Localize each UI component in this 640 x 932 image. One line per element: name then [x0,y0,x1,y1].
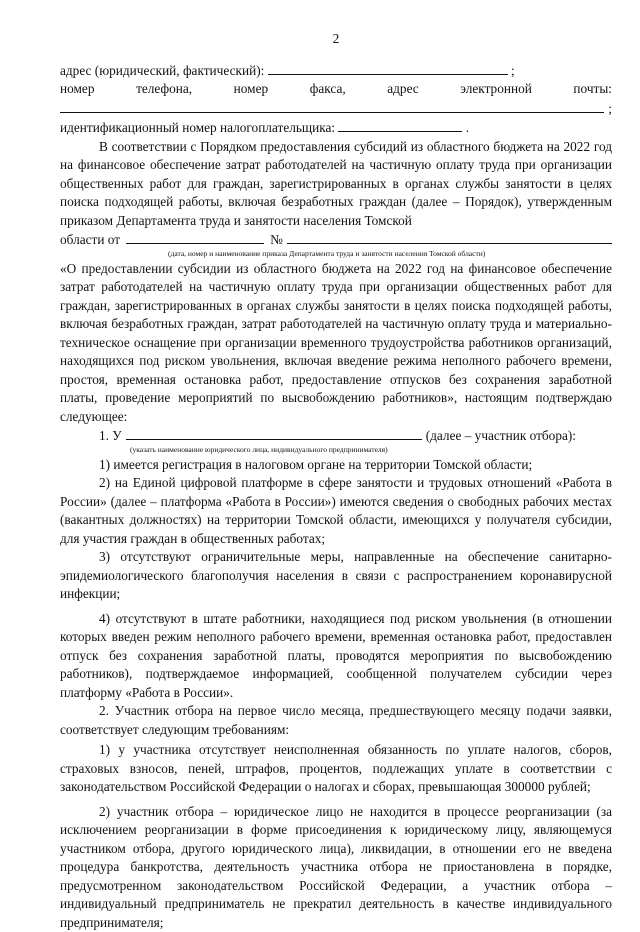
page-number: 2 [60,30,612,49]
inn-label: идентификационный номер налогоплательщика: [60,120,335,135]
section2-paragraph: 2. Участник отбора на первое число месяца, предшествующего месяцу подачи заявки, соответствует следующим требованиям: [60,702,612,739]
address-field[interactable] [268,61,508,75]
order-number-field[interactable] [287,230,612,244]
section1-caption: (указать наименование юридического лица, индивидуального предпринимателя) [60,445,612,454]
order-line: области от № [60,230,612,250]
section1-line: 1. У (далее – участник отбора): [60,426,612,446]
intro-paragraph: В соответствии с Порядком предоставления субсидий из областного бюджета на 2022 год на финансовое обеспечение затрат работодателей на частичную оплату труда при организации общественных работ для граждан, зарегистрированных в органах службы занятости в целях поиска подходящей работы, включая безработных граждан (далее – Порядок), утвержденным приказом Департамента труда и занятости населения Томской [60,138,612,231]
quote-paragraph: «О предоставлении субсидии из областного бюджета на 2022 год на финансовое обеспечение затрат работодателей на частичную оплату труда при организации общественных работ для граждан, зарегистрированных в органах службы занятости в целях поиска подходящей работы, включая безработных граждан, затрат работодателей на частичную оплату труда и материально-техническое оснащение при организации временного трудоустройства работников организаций, находящихся под риском увольнения, включая введение режима неполного рабочего времени, простоя, временная остановка работ, предоставление отпусков без сохранения заработной платы, проведение мероприятий по высвобождению работников», настоящим подтверждаю следующее: [60,260,612,427]
inn-field[interactable] [338,118,462,132]
item1-2: 2) на Единой цифровой платформе в сфере занятости и трудовых отношений «Работа в России» (далее – платформа «Работа в России») имеются сведения о свободных рабочих местах (вакантных должностях) на территории Томской области, имеющихся у получателя субсидии, для участия граждан в общественных работах; [60,474,612,548]
participant-name-field[interactable] [126,426,422,440]
item1-3: 3) отсутствуют ограничительные меры, направленные на обеспечение санитарно-эпидемиологического благополучия населения в связи с распространением коронавирусной инфекции; [60,548,612,604]
item1-1: 1) имеется регистрация в налоговом органе на территории Томской области; [60,456,612,475]
item1-4: 4) отсутствуют в штате работники, находящиеся под риском увольнения (в отношении которых введен режим неполного рабочего времени, временная остановка работ, предоставлен отпуск без сохранения заработной платы, проводятся мероприятия по высвобождению работников), подтверждаемое информацией, сообщенной получателем субсидии через платформу «Работа в России». [60,610,612,703]
address-line: адрес (юридический, фактический): ; [60,61,612,81]
order-date-field[interactable] [126,230,264,244]
contacts-field-line: ; [60,99,612,119]
address-label: адрес (юридический, фактический): [60,63,264,78]
order-caption: (дата, номер и наименование приказа Департамента труда и занятости населения Томской области) [60,249,612,258]
item2-1: 1) у участника отсутствует неисполненная обязанность по уплате налогов, сборов, страховых взносов, пеней, штрафов, процентов, подлежащих уплате в соответствии с законодательством Российской Федерации о налогах и сборах, превышающая 300000 рублей; [60,741,612,797]
item2-2: 2) участник отбора – юридическое лицо не находится в процессе реорганизации (за исключением реорганизации в форме присоединения к юридическому лицу, являющемуся участником отбора, другого юридического лица), ликвидации, в отношении его не введена процедура банкротства, деятельность участника отбора не приостановлена в порядке, предусмотренном законодательством Российской Федерации, а участник отбора – индивидуальный предприниматель не прекратил деятельность в качестве индивидуального предпринимателя; [60,803,612,932]
inn-line: идентификационный номер налогоплательщика: . [60,118,612,138]
contacts-line: номер телефона, номер факса, адрес электронной почты: [60,80,612,99]
contacts-field[interactable] [60,99,604,113]
document-page [60,30,612,932]
